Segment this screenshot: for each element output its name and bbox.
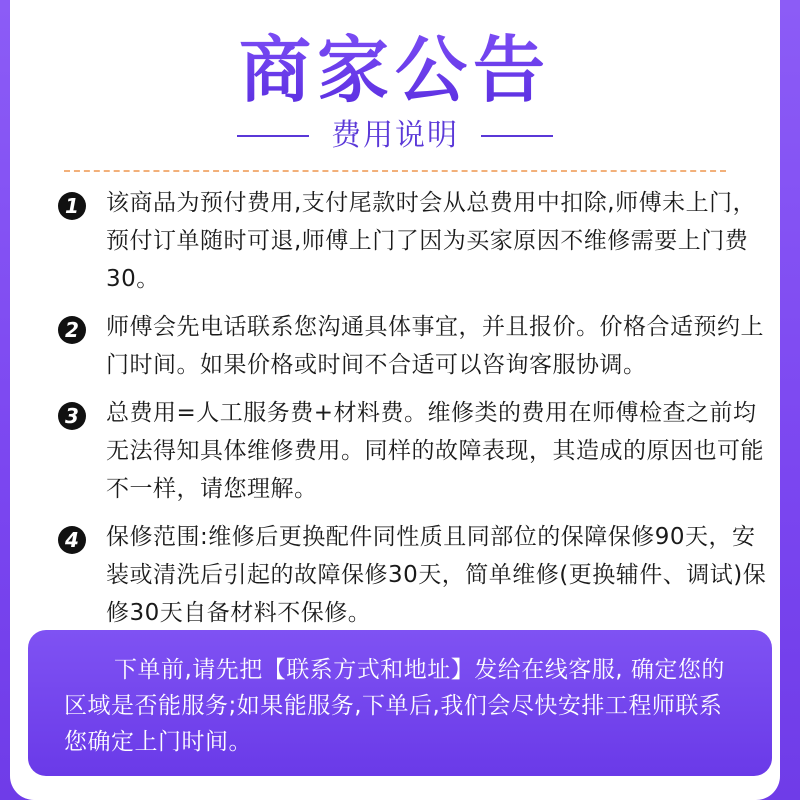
number-badge-icon: 3 (58, 402, 86, 430)
page-subtitle: 费用说明 (331, 118, 459, 153)
notice-item-text: 保修范围:维修后更换配件同性质且同部位的保障保修90天，安装或清洗后引起的故障保修30天，简单维修(更换辅件、调试)保修30天自备材料不保修。 (106, 524, 767, 626)
left-rule (237, 135, 309, 137)
notice-item-3 (54, 394, 774, 508)
page-title: 商家公告 (10, 28, 780, 112)
notice-item-4 (54, 518, 774, 632)
notice-item-text: 师傅会先电话联系您沟通具体事宜，并且报价。价格合适预约上门时间。如果价格或时间不合适可以咨询客服协调。 (106, 314, 764, 378)
notice-item-2 (54, 308, 774, 384)
notice-item-text: 总费用=人工服务费+材料费。维修类的费用在师傅检查之前均无法得知具体维修费用。同样的故障表现，其造成的原因也可能不一样，请您理解。 (106, 400, 764, 502)
number-badge-icon: 1 (58, 192, 86, 220)
number-badge-icon: 2 (58, 316, 86, 344)
subtitle-row (10, 116, 780, 156)
notice-list (54, 184, 774, 642)
order-note-text: 下单前,请先把【联系方式和地址】发给在线客服, 确定您的区域是否能服务;如果能服务,下单后,我们会尽快安排工程师联系您确定上门时间。 (64, 657, 725, 755)
number-badge-icon: 4 (58, 526, 86, 554)
dashed-divider (64, 170, 726, 172)
notice-item-text: 该商品为预付费用,支付尾款时会从总费用中扣除,师傅未上门，预付订单随时可退,师傅上门了因为买家原因不维修需要上门费30。 (106, 190, 757, 292)
right-rule (481, 135, 553, 137)
order-note-box (28, 630, 772, 776)
notice-item-1 (54, 184, 774, 298)
